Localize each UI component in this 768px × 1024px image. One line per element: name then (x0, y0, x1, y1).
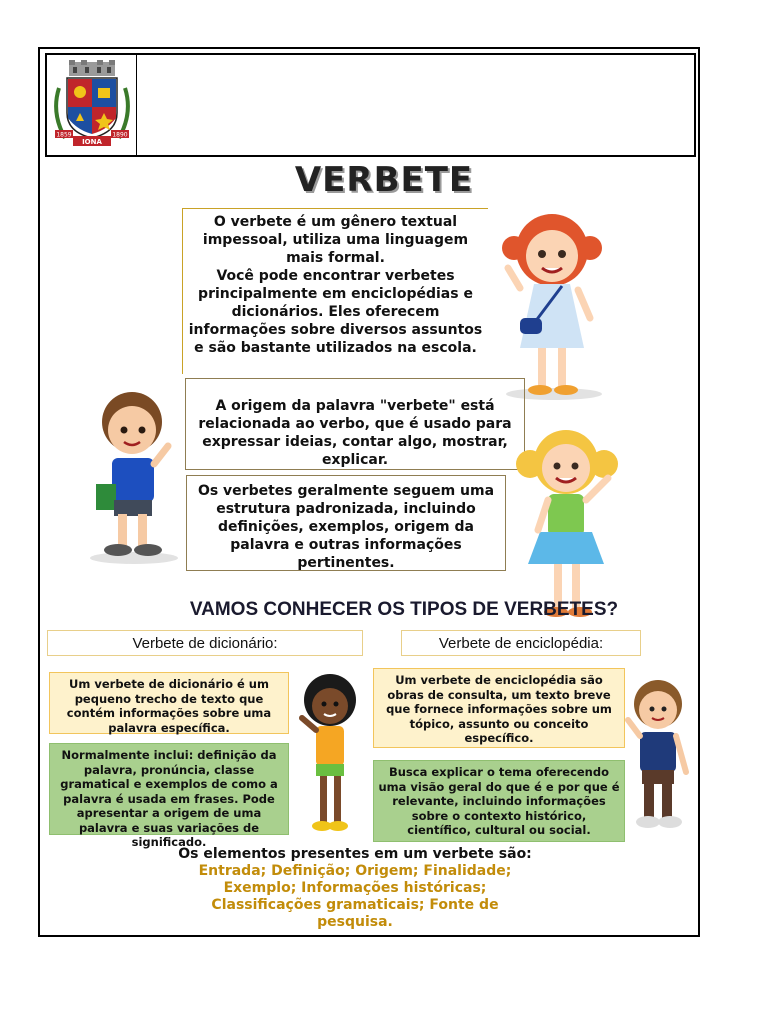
origem-box: A origem da palavra "verbete" está relacionada ao verbo, que é usado para expressar ideias, contar algo, mostrar, explicar. (185, 378, 525, 470)
tab-verbete-dicionario: Verbete de dicionário: (47, 630, 363, 656)
elementos-list: Entrada; Definição; Origem; Finalidade; Exemplo; Informações históricas; Classificações gramaticais; Fonte de pesquisa. (198, 863, 512, 930)
intro-definition: O verbete é um gênero textual impessoal, utiliza uma linguagem mais formal. (202, 214, 469, 266)
intro-where: Você pode encontrar verbetes principalmente em enciclopédias e dicionários. Eles oferecem informações sobre diversos assuntos e são bastante utilizados na escola. (188, 268, 483, 356)
elementos-lead: Os elementos presentes em um verbete são: (178, 846, 532, 862)
dicionario-detail-box: Normalmente inclui: definição da palavra, pronúncia, classe gramatical e exemplos de como a palavra é usada em frases. Pode apresentar a origem de uma palavra e suas variações de significado. (49, 743, 289, 835)
enciclopedia-desc-box: Um verbete de enciclopédia são obras de consulta, um texto breve que fornece informações sobre um tópico, assunto ou conceito específico. (373, 668, 625, 748)
estrutura-box: Os verbetes geralmente seguem uma estrutura padronizada, incluindo definições, exemplos, origem da palavra e outras informações pertinentes. (186, 475, 506, 571)
crest-banner-text: IONA (82, 138, 102, 146)
crest-year-left: 1859 (56, 131, 72, 139)
crest-year-right: 1890 (112, 131, 128, 139)
girl-blonde-illustration (510, 420, 628, 622)
boy-with-books-illustration (88, 388, 180, 566)
girl-curly-hair-illustration (292, 672, 362, 834)
section-title: VAMOS CONHECER OS TIPOS DE VERBETES? (189, 599, 619, 620)
enciclopedia-detail-box: Busca explicar o tema oferecendo uma visão geral do que é e por que é relevante, incluindo informações sobre o contexto histórico, científico, cultural ou social. (373, 760, 625, 842)
girl-red-hair-illustration (492, 208, 612, 404)
header-divider (136, 55, 137, 155)
page-title: VERBETE (294, 160, 474, 200)
header-box (45, 53, 696, 157)
boy-pointing-illustration (622, 676, 694, 832)
intro-box (182, 208, 488, 374)
coat-of-arms-icon (49, 58, 135, 150)
tab-verbete-enciclopedia: Verbete de enciclopédia: (401, 630, 641, 656)
elementos-summary (175, 846, 535, 931)
dicionario-desc-box: Um verbete de dicionário é um pequeno trecho de texto que contém informações sobre uma palavra específica. (49, 672, 289, 734)
